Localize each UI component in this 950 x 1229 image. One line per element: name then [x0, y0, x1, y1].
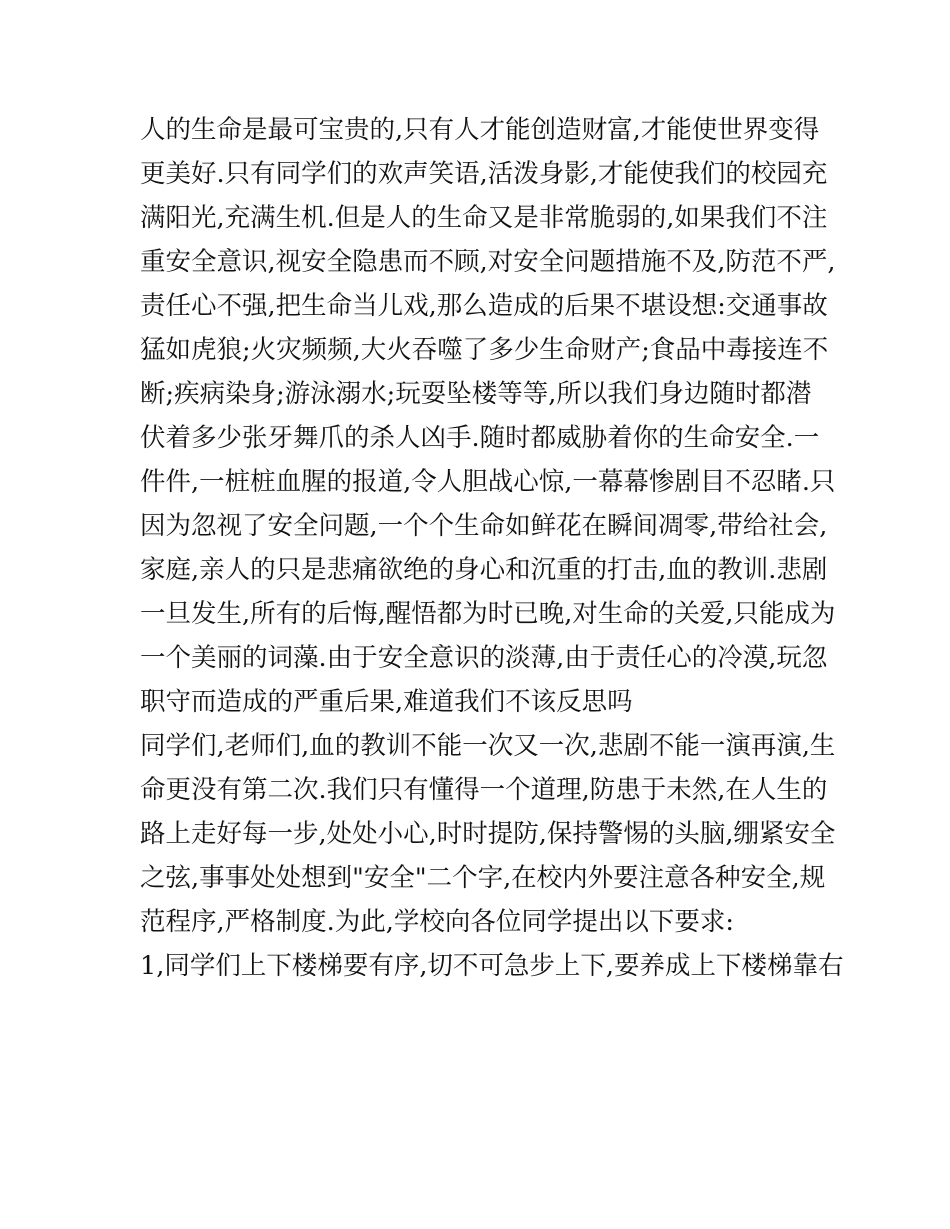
text-line-3: 满阳光,充满生机.但是人的生命又是非常脆弱的,如果我们不注 — [140, 203, 828, 233]
document-text — [140, 108, 844, 988]
text-line-13: 一个美丽的词藻.由于安全意识的淡薄,由于责任心的冷漠,玩忽 — [140, 643, 828, 673]
text-line-2: 更美好.只有同学们的欢声笑语,活泼身影,才能使我们的校园充 — [140, 159, 828, 189]
text-line-14: 职守而造成的严重后果,难道我们不该反思吗 — [140, 687, 633, 717]
text-line-18: 之弦,事事处处想到"安全"二个字,在校内外要注意各种安全,规 — [140, 863, 826, 893]
text-line-7: 断;疾病染身;游泳溺水;玩耍坠楼等等,所以我们身边随时都潜 — [140, 379, 812, 409]
text-line-8: 伏着多少张牙舞爪的杀人凶手.随时都威胁着你的生命安全.一 — [140, 423, 820, 453]
text-line-11: 家庭,亲人的只是悲痛欲绝的身心和沉重的打击,血的教训.悲剧 — [140, 555, 828, 585]
text-line-20: 1,同学们上下楼梯要有序,切不可急步上下,要养成上下楼梯靠右 — [140, 951, 844, 981]
text-line-6: 猛如虎狼;火灾频频,大火吞噬了多少生命财产;食品中毒接连不 — [140, 335, 829, 365]
text-line-9: 件件,一桩桩血腥的报道,令人胆战心惊,一幕幕惨剧目不忍睹.只 — [140, 467, 836, 497]
text-line-19: 范程序,严格制度.为此,学校向各位同学提出以下要求: — [140, 907, 734, 937]
text-line-1: 人的生命是最可宝贵的,只有人才能创造财富,才能使世界变得 — [140, 115, 820, 145]
text-line-12: 一旦发生,所有的后悔,醒悟都为时已晚,对生命的关爱,只能成为 — [140, 599, 836, 629]
text-line-17: 路上走好每一步,处处小心,时时提防,保持警惕的头脑,绷紧安全 — [140, 819, 836, 849]
text-line-5: 责任心不强,把生命当儿戏,那么造成的后果不堪设想:交通事故 — [140, 291, 828, 321]
text-line-16: 命更没有第二次.我们只有懂得一个道理,防患于未然,在人生的 — [140, 775, 828, 805]
text-line-4: 重安全意识,视安全隐患而不顾,对安全问题措施不及,防范不严, — [140, 247, 836, 277]
text-line-10: 因为忽视了安全问题,一个个生命如鲜花在瞬间凋零,带给社会, — [140, 511, 828, 541]
text-line-15: 同学们,老师们,血的教训不能一次又一次,悲剧不能一演再演,生 — [140, 731, 836, 761]
